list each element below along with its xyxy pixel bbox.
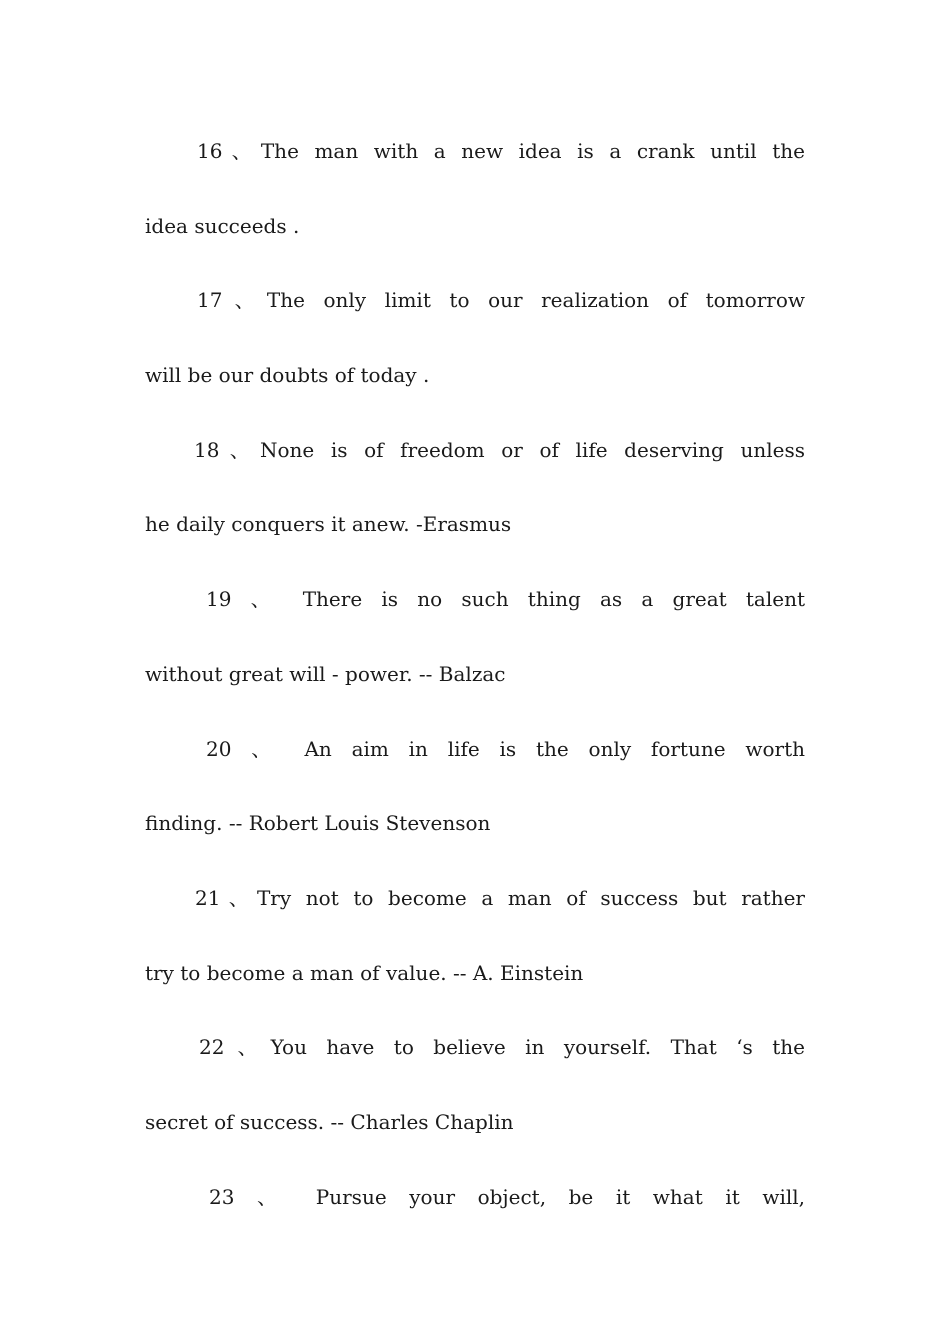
quote-22-line-1: 22、You have to believe in yourself. That ‘s the (199, 1035, 805, 1060)
quote-18-line-1: 18、None is of freedom or of life deserving unless (194, 437, 805, 462)
quote-17-line-1: 17、The only limit to our realization of tomorrow (197, 288, 805, 313)
quote-21-line-2: try to become a man of value. -- A. Einstein (145, 960, 584, 985)
quote-23-line-1: 23 、 Pursue your object, be it what it will, (209, 1184, 805, 1209)
quote-19-line-2: without great will - power. -- Balzac (145, 661, 506, 686)
quote-16-line-1: 16、The man with a new idea is a crank until the (197, 139, 805, 163)
quote-21-line-1: 21、Try not to become a man of success but rather (195, 885, 805, 910)
quote-18-line-2: he daily conquers it anew. -Erasmus (145, 512, 512, 537)
quote-list (145, 114, 805, 1234)
quote-22-line-2: secret of success. -- Charles Chaplin (145, 1109, 514, 1134)
quote-20-line-1: 20 、 An aim in life is the only fortune worth (206, 736, 805, 761)
quote-16-line-2: idea succeeds . (145, 213, 300, 238)
quote-20-line-2: finding. -- Robert Louis Stevenson (145, 811, 491, 836)
quote-17-line-2: will be our doubts of today . (145, 363, 430, 388)
quote-19-line-1: 19 、 There is no such thing as a great talent (206, 587, 805, 612)
